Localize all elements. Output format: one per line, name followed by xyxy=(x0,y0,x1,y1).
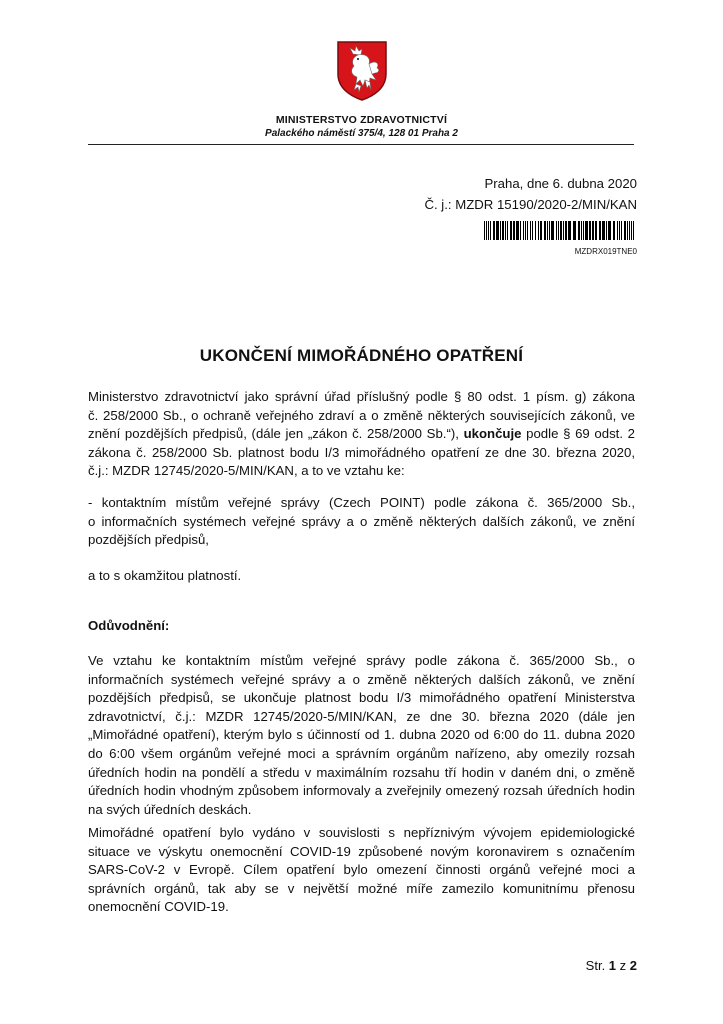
text-line: onemocnění COVID-19. xyxy=(88,899,229,915)
barcode-bar xyxy=(547,221,548,240)
barcode-bar xyxy=(581,221,582,240)
barcode-bar xyxy=(516,221,519,240)
text-line: úředních hodin vhodným způsobem informovaly a zveřejnily omezený rozsah úředních hodin xyxy=(88,783,635,799)
barcode-bar xyxy=(513,221,515,240)
barcode-bar xyxy=(540,221,542,240)
barcode-bar xyxy=(627,221,628,240)
barcode-bar xyxy=(633,221,634,240)
document-date: Praha, dne 6. dubna 2020 xyxy=(484,176,637,191)
text-line: situace ve výskytu onemocnění COVID-19 způsobené novým koronavirem s označením xyxy=(88,843,635,859)
barcode-bar xyxy=(617,221,618,240)
text-line: č. 258/2000 Sb., o ochraně veřejného zdraví a o změně některých souvisejících zákonů, ve xyxy=(88,407,635,423)
barcode-bar xyxy=(544,221,546,240)
text-line xyxy=(88,425,635,444)
barcode-bar xyxy=(507,221,508,240)
barcode-bar xyxy=(502,221,504,240)
validity-paragraph xyxy=(88,567,635,586)
barcode-bar xyxy=(631,221,632,240)
barcode-bar xyxy=(565,221,567,240)
page-number-prefix: Str. xyxy=(585,958,609,973)
barcode-bar xyxy=(595,221,597,240)
text-line: úředních hodin na pondělí a středu v maximálním rozsahu tří hodin v daném dni, o změně xyxy=(88,764,635,780)
reference-number: Č. j.: MZDR 15190/2020-2/MIN/KAN xyxy=(424,197,637,212)
barcode-bar xyxy=(486,221,487,240)
text-line: a to s okamžitou platností. xyxy=(88,568,242,583)
barcode-bar xyxy=(505,221,506,240)
barcode-bar xyxy=(592,221,594,240)
barcode-bar xyxy=(535,221,536,240)
state-emblem-icon xyxy=(336,40,388,102)
barcode-bar xyxy=(549,221,550,240)
reasoning-paragraph-2 xyxy=(88,824,635,917)
barcode-bar xyxy=(563,221,564,240)
page-number-current: 1 xyxy=(608,958,617,973)
document-title: UKONČENÍ MIMOŘÁDNÉHO OPATŘENÍ xyxy=(199,346,524,365)
barcode-bar xyxy=(510,221,512,240)
barcode-bar xyxy=(490,221,491,240)
barcode-bar xyxy=(602,221,605,240)
barcode-bar xyxy=(621,221,622,240)
text-line: - kontaktním místům veřejné správy (Czech POINT) podle zákona č. 365/2000 Sb., xyxy=(88,495,635,510)
text-line: pozdějších předpisů, xyxy=(88,532,209,548)
page-number-total: 2 xyxy=(629,958,637,973)
barcode-bar xyxy=(613,221,615,240)
text-line: o informačních systémech veřejné správy a o změně některých dalších zákonů, ve znění xyxy=(88,513,635,529)
text-run: znění pozdějších předpisů, (dále jen „zákon č. 258/2000 Sb.“), xyxy=(88,426,464,442)
barcode-bar xyxy=(551,221,554,240)
barcode-bar xyxy=(556,221,557,240)
page-number xyxy=(586,958,637,973)
text-line: č.j.: MZDR 12745/2020-5/MIN/KAN, a to ve vztahu ke: xyxy=(88,463,405,479)
barcode-bar xyxy=(523,221,524,240)
barcode-bar xyxy=(500,221,501,240)
text-line: Ministerstvo zdravotnictví jako správní úřad příslušný podle § 80 odst. 1 písm. g) zákona xyxy=(88,389,635,404)
barcode-bar xyxy=(606,221,607,240)
barcode-bar xyxy=(538,221,539,240)
barcode-bar xyxy=(599,221,601,240)
emphasis-ukoncuje: ukončuje xyxy=(463,426,522,442)
barcode-bar xyxy=(573,221,576,240)
barcode-bar xyxy=(589,221,591,240)
text-line: pozdějších předpisů, se ukončuje platnost bodu I/3 mimořádného opatření Ministerstva xyxy=(88,690,635,706)
text-line: Mimořádné opatření bylo vydáno v souvislosti s nepříznivým vývojem epidemiologické xyxy=(88,825,635,840)
header-divider xyxy=(88,144,634,145)
barcode-bar xyxy=(583,221,584,240)
reasoning-paragraph-1 xyxy=(88,652,635,819)
page-number-separator: z xyxy=(616,958,630,973)
text-line: zdravotnictví, č.j.: MZDR 12745/2020-5/MIN/KAN, ze dne 30. března 2020 (dále jen xyxy=(88,708,635,724)
barcode-bar xyxy=(578,221,580,240)
barcode-bar xyxy=(493,221,495,240)
barcode-bar xyxy=(608,221,611,240)
ministry-name: MINISTERSTVO ZDRAVOTNICTVÍ xyxy=(275,114,448,126)
text-line: zákona č. 258/2000 Sb. platnost bodu I/3 mimořádného opatření ze dne 30. března 2020, xyxy=(88,444,635,460)
barcode-bar xyxy=(532,221,533,240)
barcode-bar xyxy=(624,221,626,240)
intro-paragraph xyxy=(88,388,635,481)
reasoning-heading: Odůvodnění: xyxy=(88,618,170,633)
barcode-bar xyxy=(484,221,485,240)
barcode-bar xyxy=(488,221,489,240)
barcode-bar xyxy=(496,221,499,240)
barcode-bar xyxy=(530,221,531,240)
text-line: do 6:00 všem orgánům veřejné moci a správním orgánům nařízeno, aby omezily rozsah xyxy=(88,745,635,761)
text-line: SARS-CoV-2 v Evropě. Cílem opatření bylo omezení činnosti orgánů veřejné moci a xyxy=(88,862,635,878)
barcode-image xyxy=(484,221,635,240)
barcode-bar xyxy=(568,221,571,240)
ministry-address: Palackého náměstí 375/4, 128 01 Praha 2 xyxy=(265,128,458,139)
barcode-bar xyxy=(520,221,521,240)
barcode-bar xyxy=(525,221,526,240)
text-line: informačních systémech veřejné správy a o změně některých dalších zákonů, ve znění xyxy=(88,671,635,687)
barcode-bar xyxy=(560,221,562,240)
barcode-bar xyxy=(527,221,528,240)
barcode-text: MZDRX019TNE0 xyxy=(574,247,637,256)
text-run: podle § 69 odst. 2 xyxy=(521,426,635,442)
barcode-bar xyxy=(585,221,588,240)
text-line: Ve vztahu ke kontaktním místům veřejné správy podle zákona č. 365/2000 Sb., o xyxy=(88,653,635,668)
barcode-bar xyxy=(619,221,620,240)
barcode-bar xyxy=(629,221,630,240)
barcode-bar xyxy=(558,221,559,240)
text-line: správních orgánů, tak aby se v největší možné míře zamezilo komunitnímu přenosu xyxy=(88,880,635,896)
text-line: „Mimořádné opatření), kterým bylo s účinností od 1. dubna 2020 od 6:00 do 11. dubna 2020 xyxy=(88,727,635,743)
item-paragraph xyxy=(88,494,635,550)
text-line: na svých úředních deskách. xyxy=(88,801,252,817)
